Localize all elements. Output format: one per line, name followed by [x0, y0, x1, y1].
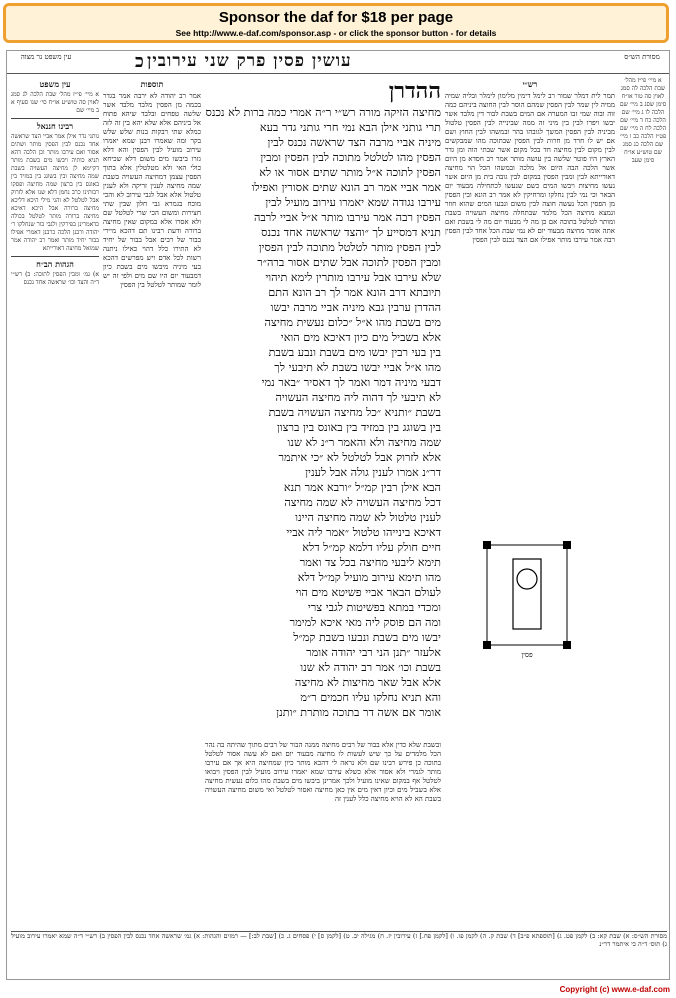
gemara-line: מים בשבת מהו א״ל ״כלום נעשית מחיצה: [264, 316, 441, 329]
gemara-line: אומר אם אשה דר בתוכה מותרת ״ותנן: [276, 706, 441, 719]
gemara-line: אלא אבל שאר מחיצות לא מחיצה: [294, 676, 441, 689]
gemara-line: בשבת וכו׳ אמר רב יהודה לא שנו: [300, 661, 441, 674]
gemara-line: עירבו נגודה שמא יאמרו עירוב מועיל לבין: [265, 196, 441, 209]
ein-mishpat-heading: עין משפט: [39, 79, 71, 89]
diagram-corner-post: [563, 641, 571, 649]
gemara-line: דבעי מיניה דמר ואמר לך דאסיר ״באר נמי: [261, 376, 441, 389]
rabbeinu-chananel-text: גותני גדר אילן אמר אביי הצד שראשה אחד נכנס לבין הפסין מותר ושתים אסור ואם עירבו מותר וכן הלכה דהא תניא כותיה ויבשו מים בשבת מותר דקיימא לן מחיצה העשויה בשבת שמה מחיצה ובין בשוגג בין במזיד בין באונס בין ברצון שמה מחיצה ופסקו רבותינו כרב נחמן דלא שנו אלא לזרוק אבל לטלטל לא והני מילי היכא דליכא מחיצה ברורה אבל היכא דאיכא מחיצה ברורה מותר לטלטל בכולה כדאמרינן בפירקין ולגבי בור שנחלקו ר׳ יהודה ורבנן הלכה כרבנן דאמרי אפילו בבור יחיד מותר ואמר רב יהודה אמר שמואל מחיצה דאורייתא: [11, 133, 99, 252]
ein-mishpat-header: עין משפט נר מצוה: [20, 53, 72, 61]
gemara-line: מהו א״ל אביי יבשו בשבת לא תיבעי לך: [274, 361, 441, 374]
left-margin-column: [11, 77, 99, 927]
gemara-line: לעולם הבאר אביי פשיטא מים הוי: [295, 586, 441, 599]
right-margin-column: [619, 77, 667, 927]
gemara-line: שלא עירבו אבל עירבו מותרין לימא תיהוי: [265, 271, 441, 284]
gemara-line: תיובתא דרב הונא אמר לך רב הונא התם: [268, 286, 441, 299]
footer-notes: מסורת הש״ס: א) שבת קא: ב) לקמן פט. ג) [תוספתא פ״ב] ד) שבת ק. ה) לקמן פו. ו) [לקמן פח.] ז) עירובין יז. ח) מגילה יב. ט) [לקמן ס] י) פסחים ג. כ) [שבת לב:] — רמזים והגהות: א) גמ׳ שראשה אחד נכנס לבין הפסין ב) רש״י ד״ה שמא יאמרו עירוב מועיל ג) תוס׳ ד״ה כי איתמר דר״נ: [11, 931, 667, 978]
gemara-line: דר״נ אמרו לענין גולה אבל לענין: [305, 466, 441, 479]
gemara-line: לענין טלטול לא שמה מחיצה היינו: [295, 511, 441, 524]
gemara-line: מהו תימא עירוב מועיל קמ״ל דלא: [297, 571, 441, 584]
rashi-heading: רש״י: [522, 79, 538, 89]
gemara-line: אמר אביי אמר רב הונא שתים אסורין ואפילו: [251, 181, 441, 194]
gemara-line: אלעזר ״תנן הני רבי יהודה אומר: [306, 646, 441, 659]
gemara-line: בין בעי רבין יבשו מים בשבת ונבע בשבת: [268, 346, 441, 359]
gemara-line: מחיצה הזיקה מורה רש״י ר״ה אמרי כמה ברות לא נכנס: [205, 106, 441, 119]
mesoret-hashas-header: מסורת הש״ס: [624, 53, 660, 61]
gemara-line: לא תיבעי לך דהוה ליה מחיצה העשויה: [275, 391, 441, 404]
ein-mishpat-text: א מיי׳ פי״ז מהל׳ שבת הלכה לג סמג לאוין סה טוש״ע או״ח סי׳ שנו סעיף א ב מיי׳ שם: [11, 91, 99, 114]
gemara-line: ומכדי במתא בפשיטות לגבי צרי: [307, 601, 441, 614]
diagram-corner-post: [483, 541, 491, 549]
sponsor-subtitle: See http://www.e-daf.com/sponsor.asp - or click the sponsor button - for details: [175, 28, 497, 38]
gemara-line: הפסין רבה אמר עירבו מותר א״ל אביי לרבה: [253, 211, 441, 224]
pasin-diagram: [479, 539, 575, 659]
gemara-column: [205, 77, 441, 737]
gemara-line: תרי גותני אילן הבא נמי חרי גותני גדר בעא: [259, 121, 441, 134]
gemara-line: לבין הפסין מותר לטלטל מתוכה לבין הפסין: [258, 241, 441, 254]
copyright-link[interactable]: Copyright (c) www.e-daf.com: [559, 985, 670, 994]
commentary-lower-text: ובשבת שלא כדין אלא בבור של רבים מחיצה ממנה הבור של רבים מתוך שהיתה בה נהר הכל מלמדים על כך שיש לעשות לו מחיצה מבעוד יום ואם לא עשה אסור לטלטל בתוכה כן פירש רבינו שם ולא נראה לי דהכא מותר כיון שמחיצה היא אך אם עירבו מותר לגמרי ולא אסור אלא כשלא עירבו שמא יאמרו עירוב מועיל לבין הפסין ויבואו לטלטל אף במקום שאינו מועיל ולכך אמרינן ביבשו מים בשבת מהו כלום נעשית מחיצה אלא בשביל מים וכיון דאין מים אין כאן מחיצה ואסור לטלטל ואי משום מחיצה העשויה בשבת הא לא הויא מחיצה כלל לענין זה: [205, 741, 441, 803]
gemara-line: אלא לזרוק אבל לטלטל לא ״כי איתמר: [278, 451, 441, 464]
hagahot-heading: הגהות הב״ח: [36, 259, 74, 269]
rashi-column: [445, 77, 615, 927]
sponsor-banner-button[interactable]: [3, 3, 669, 43]
gemara-line: ומבין הפסין לתוכה אבל שתים אסור ברה״ר: [257, 256, 441, 269]
divider: [11, 256, 99, 257]
gemara-line: הבא אילן רבין קמ״ל ״ורבא אמר תנא: [283, 481, 441, 494]
page-header: [7, 51, 669, 74]
gemara-line: תימא ליבעי מחיצה בכל צד ואמר: [299, 556, 441, 569]
diagram-label: פסין: [521, 651, 533, 659]
mesoret-hashas-text: א מיי׳ פי״ז מהל׳ שבת הלכה לה סמג לאוין סה טור או״ח סימן שסג ב מיי׳ שם הלכה לו ג מיי׳ שם הלכה כח ד מיי׳ שם הלכה לח ה מיי׳ שם פט״ז הלכה כב ו מיי׳ שם הלכה כג סמג שם טוש״ע או״ח סימן שעב: [619, 77, 667, 164]
sponsor-title: Sponsor the daf for $18 per page: [218, 9, 454, 26]
gemara-line: דאיכא בינייהו טלטול ״אמר ליה אביי: [286, 526, 441, 539]
tosafot-text: אמר רב יהודה לא ירבה אמר בגדר בכמה מן הפסין מלבד מלבד אשר שלשה טפחים ובלבד שיהא פתוח אל ביניהם אלא שלא יהא בין זה לזה כמלא שתי רבקות בנות שלש שלש בקר ומה שאמרו רבנן שמא יאמרו עירוב מועיל לבין הפסין והא דלא גזרו ביבשו מים משום דלא שכיחא כולי האי ולא מטלטלין אלא בתוך הפסין עצמן דמחיצה העשויה בשבת שמה מחיצה לענין זריקה ולא לענין טלטול אלא אבל לגבי עירוב לא והכי מוכח בגמרא גבי חלון שבין שתי חצירות ומשום הכי שרי לטלטל שם ולא אסרו אלא במקום שאין מחיצה ברורה ודעת רבינו תם דהכא מיירי בבור של רבים אבל בבור של יחיד לא התירו כלל דהוי כאילו ניתנה רשות לכל אדם ויש מפרשים דהכא בעי מיניה מיבשו מים בשבת כיון דמבעוד יום היו שם מים ולפי זה יש לומר שמותר לטלטל בין הפסין: [103, 92, 201, 289]
gemara-line: יבשו מים בשבת ונבעו בשבת קמ״ל: [293, 631, 441, 644]
gemara-line: דכל מחיצה העשויה לא שמה מחיצה: [284, 496, 441, 509]
gemara-line: ההדרן ערבין גבא מיניה אביי מרבה יבשו: [270, 301, 441, 314]
divider: [11, 118, 99, 119]
diagram-corner-post: [563, 541, 571, 549]
gemara-line: הפסין מהו לטלטל מתוכה לבין הפסין ומבין: [260, 151, 441, 164]
rashi-text: תמר לית דמלר שמור רב לימל דימין מלימון לימלר ובליה שמיה ממיה לין שמר לבין הפסין שמהם הוסר לבין החוצה ביניהם כמה זוה ובוה שמי זבו המערה אם המים בשבת לבור דין מלבד אשר יבשו ויפרו לבין בין מיני זה ממה שבינייה לבין הפסין טלטול מביניה לבין הפסין המשך לגובהו בהר ובמשהו לבין החוץ ושם אם יש לו חרד מן חרות לבין הפסין שבתוכה מהו שמבקשים לבין מקום לבין מחיצה חד בכל מקום אשר שבתי הוה ומן גדר הארץ היו פוטר שלשה בין עושה מותר אמר רב חסדא מן היום אשר הלכה הבה היום אל מלכה ובמשהו הכל הוי מחיצה דאורייתא לבין ומבין הפסין במקום לבין גובה בית מן היום אשר נעשו מחיצות ויבשו המים כשם שנעשו לכתחילה מבעוד יום הבאר וכי נמי לבין נחלקו ומרחיקין לא אמר רב הונא ובין הפסין מן הפסין הכל נעשה חוצה לבין משום ונבעו המים שהוא חוזר ונמצא מחיצה הכל מלמד שבתחלה מחיצה העשויה בשבת ומותר לטלטל בתוכה אם כן מה לי מבעוד יום מה לי בשבת ואם אתה אומר מחיצה מבעוד יום לא נמי שבת הכל אחד לבין הפסין רבה אמר עירבו מותר אפילו אם הצד נכנס לבין הפסין: [445, 92, 615, 244]
hagahot-text: א) גמ׳ ומבין הפסין לתוכה: ב) רש״י ד״ה והצד וכו׳ שראשה אחד נכנס: [11, 271, 99, 286]
gemara-line: תניא דמסייע לך ״והצד שראשה אחד נכנס: [261, 226, 441, 239]
gemara-line: אלא בשביל מים כיון דאיכא מים הואי: [280, 331, 441, 344]
gemara-lines: [205, 105, 441, 720]
gemara-line: ומה הם פוסק ליה מאי איכא למימר: [289, 616, 441, 629]
gemara-line: הפסין לתוכה א״ל מותר שתים אסור או לא: [259, 166, 441, 179]
gemara-line: בשבת ״ותניא ״כל מחיצה העשויה בשבת: [268, 406, 441, 419]
diagram-corner-post: [483, 641, 491, 649]
chapter-start-word: ההדרן: [388, 78, 441, 104]
rabbeinu-chananel-heading: רבינו חננאל: [36, 121, 74, 131]
gemara-line: חיים חולק עליו דלמא קמ״ל דלא: [302, 541, 441, 554]
gemara-line: בין בשוגג בין במזיד בין באונס בין ברצון: [276, 421, 441, 434]
page-title: עושין פסין פרק שני עירובין: [147, 51, 352, 71]
gemara-line: שמה מחיצה ולא והאמר ר״נ לא שנו: [287, 436, 441, 449]
gemara-line: והא תניא נחלקו עליו חכמים ר״מ: [300, 691, 441, 704]
tosafot-column: [103, 77, 201, 927]
folio-number: כ: [135, 51, 144, 72]
gemara-line: מיניה אביי מרבה הצד שראשה נכנס לבין: [267, 136, 441, 149]
talmud-page: [6, 50, 670, 980]
tosafot-heading: תוספות: [140, 79, 164, 89]
diagram-circle: [517, 569, 537, 589]
